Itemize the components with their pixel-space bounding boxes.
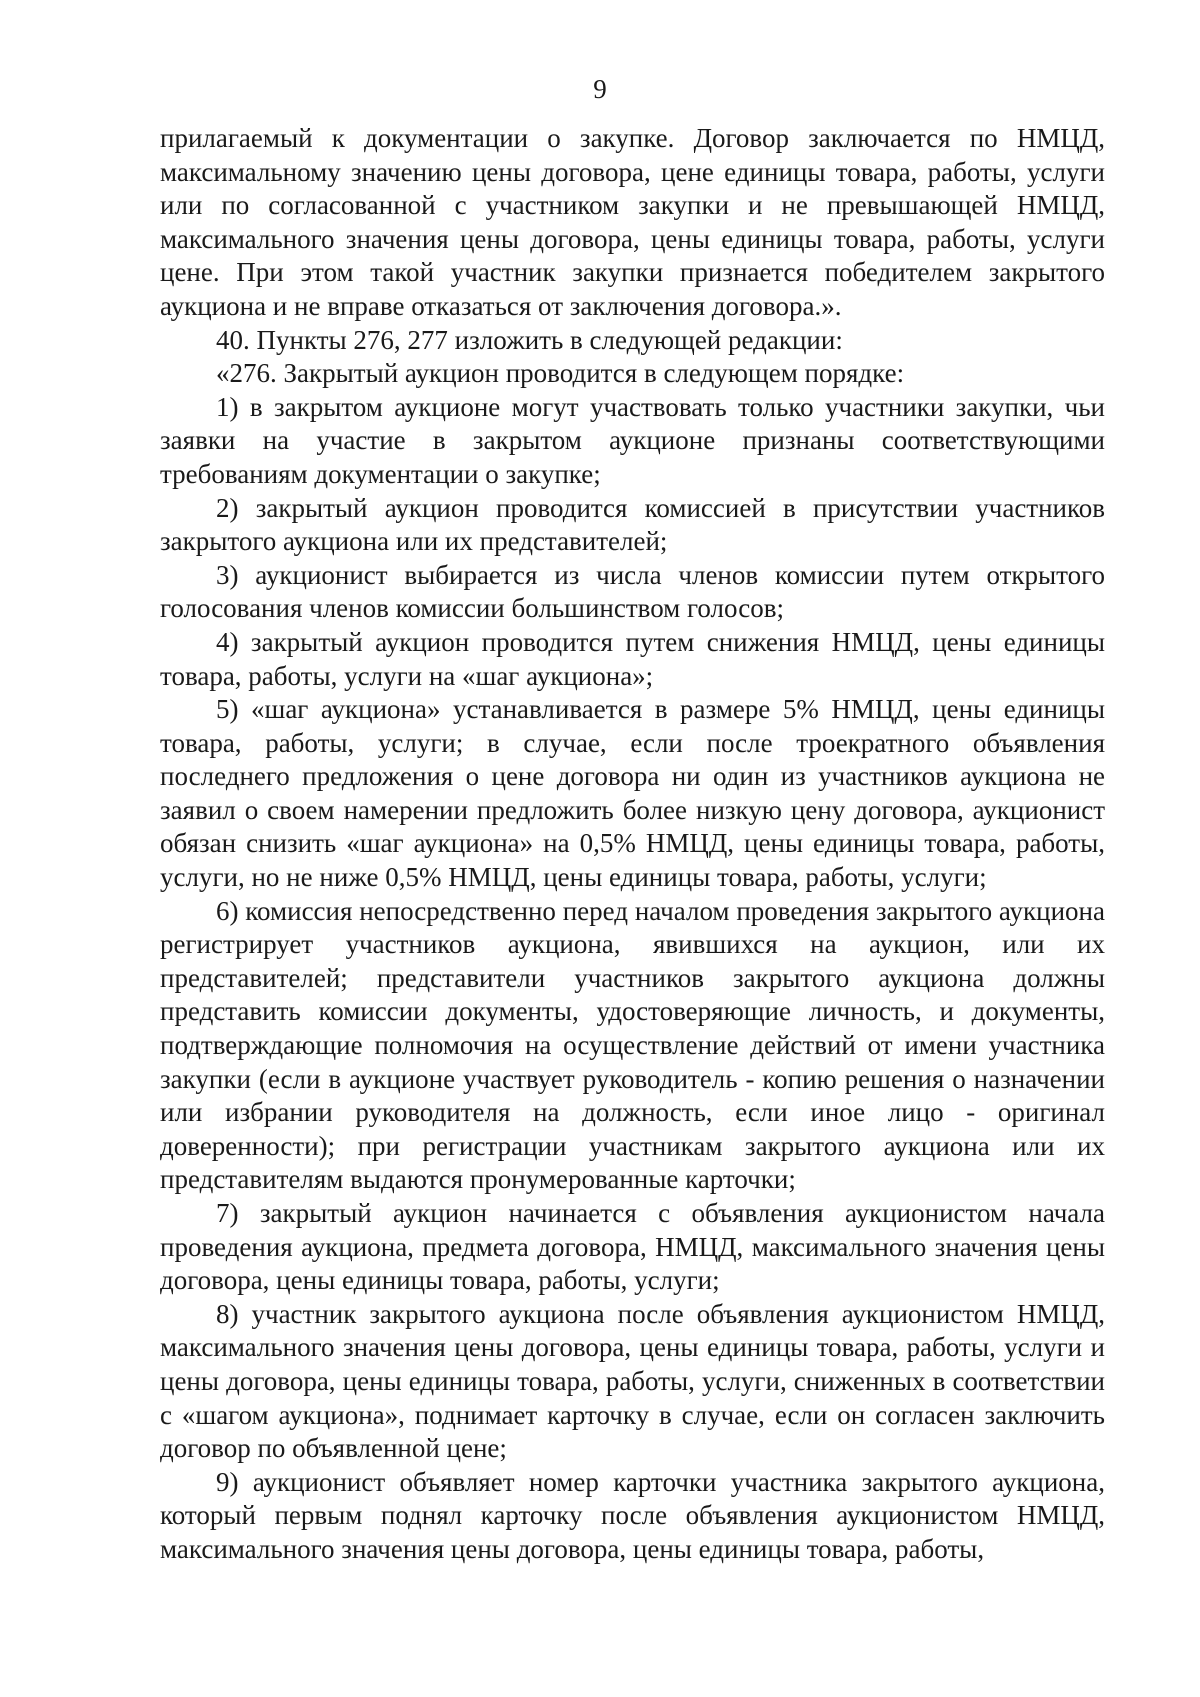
document-body <box>160 122 1105 1567</box>
paragraph-item-276: «276. Закрытый аукцион проводится в следующем порядке: <box>216 358 905 389</box>
paragraph-subitem-4: 4) закрытый аукцион проводится путем снижения НМЦД, цены единицы товара, работы, услуги на «шаг аукциона»; <box>160 626 1105 691</box>
paragraph-subitem-2: 2) закрытый аукцион проводится комиссией в присутствии участников закрытого аукциона или их представителей; <box>160 492 1105 557</box>
paragraph-subitem-9: 9) аукционист объявляет номер карточки участника закрытого аукциона, который первым поднял карточку после объявления аукционистом НМЦД, максимального значения цены договора, цены единицы товара, работы, <box>160 1466 1105 1564</box>
paragraph-subitem-3: 3) аукционист выбирается из числа членов комиссии путем открытого голосования членов комиссии большинством голосов; <box>160 559 1105 624</box>
paragraph-subitem-5: 5) «шаг аукциона» устанавливается в размере 5% НМЦД, цены единицы товара, работы, услуги; в случае, если после троекратного объявления последнего предложения о цене договора ни один из участников аукциона не заявил о своем намерении предложить более низкую цену договора, аукционист обязан снизить «шаг аукциона» на 0,5% НМЦД, цены единицы товара, работы, услуги, но не ниже 0,5% НМЦД, цены единицы товара, работы, услуги; <box>160 694 1105 893</box>
paragraph-item-40: 40. Пункты 276, 277 изложить в следующей редакции: <box>216 324 843 355</box>
page-number: 9 <box>593 74 607 104</box>
paragraph-subitem-8: 8) участник закрытого аукциона после объявления аукционистом НМЦД, максимального значения цены договора, цены единицы товара, работы, услуги и цены договора, цены единицы товара, работы, услуги, сниженных в соответствии с «шагом аукциона», поднимает карточку в случае, если он согласен заключить договор по объявленной цене; <box>160 1298 1105 1464</box>
paragraph-subitem-1: 1) в закрытом аукционе могут участвовать только участники закупки, чьи заявки на участие в закрытом аукционе признаны соответствующими требованиям документации о закупке; <box>160 391 1105 489</box>
paragraph-subitem-6: 6) комиссия непосредственно перед началом проведения закрытого аукциона регистрирует участников аукциона, явившихся на аукцион, или их представителей; представители участников закрытого аукциона должны представить комиссии документы, удостоверяющие личность, и документы, подтверждающие полномочия на осуществление действий от имени участника закупки (если в аукционе участвует руководитель - копию решения о назначении или избрании руководителя на должность, если иное лицо - оригинал доверенности); при регистрации участникам закрытого аукциона или их представителям выдаются пронумерованные карточки; <box>160 895 1105 1195</box>
paragraph-continuation: прилагаемый к документации о закупке. Договор заключается по НМЦД, максимальному значению цены договора, цене единицы товара, работы, услуги или по согласованной с участником закупки и не превышающей НМЦД, максимального значения цены договора, цены единицы товара, работы, услуги цене. При этом такой участник закупки признается победителем закрытого аукциона и не вправе отказаться от заключения договора.». <box>160 123 1105 321</box>
paragraph-subitem-7: 7) закрытый аукцион начинается с объявления аукционистом начала проведения аукциона, предмета договора, НМЦД, максимального значения цены договора, цены единицы товара, работы, услуги; <box>160 1198 1105 1296</box>
